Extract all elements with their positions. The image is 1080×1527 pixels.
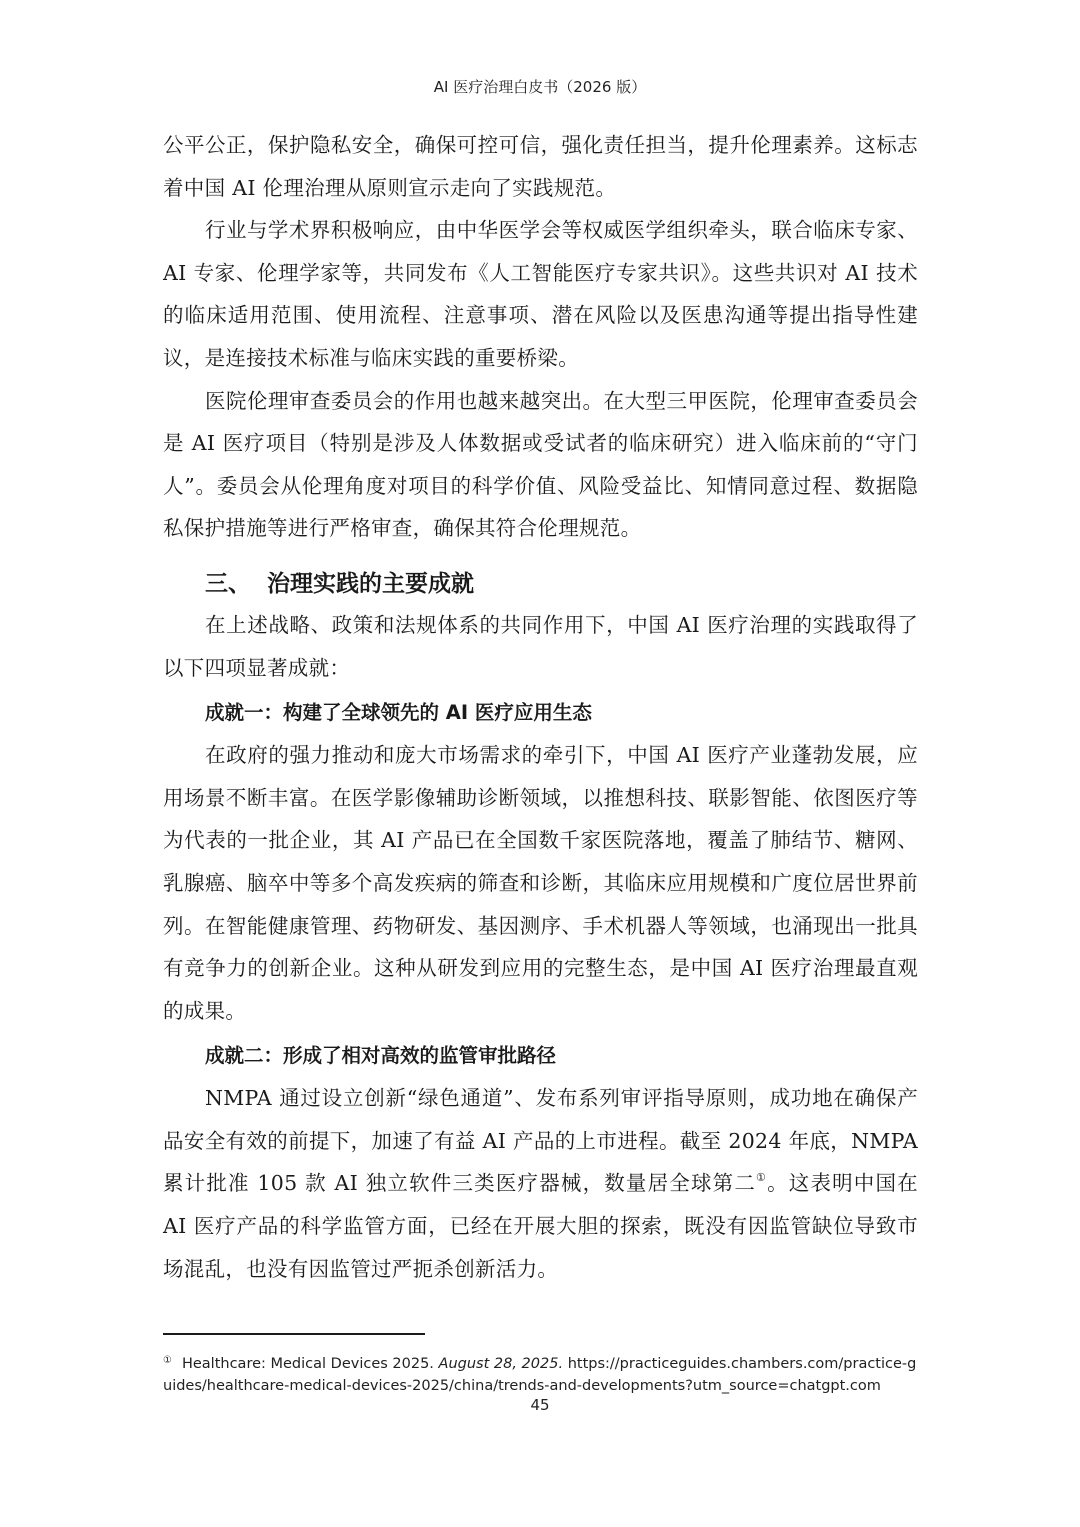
achievement-two-text — [163, 1077, 918, 1290]
achievement-one-heading: 成就一：构建了全球领先的 AI 医疗应用生态 — [205, 701, 592, 725]
footnote-url[interactable]: https://practiceguides.chambers.com/practice-guides/healthcare-medical-devices-2025/china/trends-and-developments?utm_source=chatgpt.com — [163, 1356, 917, 1394]
running-header: AI 医疗治理白皮书（2026 版） — [433, 78, 647, 96]
footnote-reference[interactable]: ① — [756, 1171, 768, 1185]
section-intro: 在上述战略、政策和法规体系的共同作用下，中国 AI 医疗治理的实践取得了以下四项显著成就： — [163, 612, 918, 680]
paragraph-expert-consensus: 行业与学术界积极响应，由中华医学会等权威医学组织牵头，联合临床专家、AI 专家、伦理学家等，共同发布《人工智能医疗专家共识》。这些共识对 AI 技术的临床适用范围、使用流程、注意事项、潜在风险以及医患沟通等提出指导性建议，是连接技术标准与临床实践的重要桥梁。 — [163, 218, 918, 370]
footnote-date: August 28, 2025. — [438, 1356, 564, 1372]
achievement-two-heading: 成就二：形成了相对高效的监管审批路径 — [205, 1044, 557, 1068]
footnote-source: Healthcare: Medical Devices 2025. — [181, 1356, 434, 1372]
page-number: 45 — [530, 1396, 550, 1414]
footnote-divider — [163, 1333, 425, 1335]
achievement-two-text-before: NMPA 通过设立创新“绿色通道”、发布系列审评指导原则，成功地在确保产品安全有效的前提下，加速了有益 AI 产品的上市进程。截至 2024 年底，NMPA 累计批准 105 款 AI 独立软件三类医疗器械，数量居全球第二 — [163, 1086, 918, 1196]
section-heading — [163, 564, 918, 604]
section-number: 三、 — [205, 570, 251, 597]
page-content — [163, 124, 918, 1290]
paragraph-ethics-committee: 医院伦理审查委员会的作用也越来越突出。在大型三甲医院，伦理审查委员会是 AI 医疗项目（特别是涉及人体数据或受试者的临床研究）进入临床前的“守门人”。委员会从伦理角度对项目的科学价值、风险受益比、知情同意过程、数据隐私保护措施等进行严格审查，确保其符合伦理规范。 — [163, 388, 918, 541]
footnote — [163, 1350, 918, 1397]
achievement-two-text-after: 。这表明中国在 AI 医疗产品的科学监管方面，已经在开展大胆的探索，既没有因监管缺位导致市场混乱，也没有因监管过严扼杀创新活力。 — [163, 1171, 918, 1281]
footnote-mark: ① — [163, 1355, 172, 1366]
section-title: 治理实践的主要成就 — [267, 570, 474, 597]
paragraph-continued: 公平公正，保护隐私安全，确保可控可信，强化责任担当，提升伦理素养。这标志着中国 AI 伦理治理从原则宣示走向了实践规范。 — [163, 133, 918, 200]
achievement-one-text: 在政府的强力推动和庞大市场需求的牵引下，中国 AI 医疗产业蓬勃发展，应用场景不断丰富。在医学影像辅助诊断领域，以推想科技、联影智能、依图医疗等为代表的一批企业，其 AI 产品已在全国数千家医院落地，覆盖了肺结节、糖网、乳腺癌、脑卒中等多个高发疾病的筛查和诊断，其临床应用规模和广度位居世界前列。在智能健康管理、药物研发、基因测序、手术机器人等领域，也涌现出一批具有竞争力的创新企业。这种从研发到应用的完整生态，是中国 AI 医疗治理最直观的成果。 — [163, 743, 918, 1023]
